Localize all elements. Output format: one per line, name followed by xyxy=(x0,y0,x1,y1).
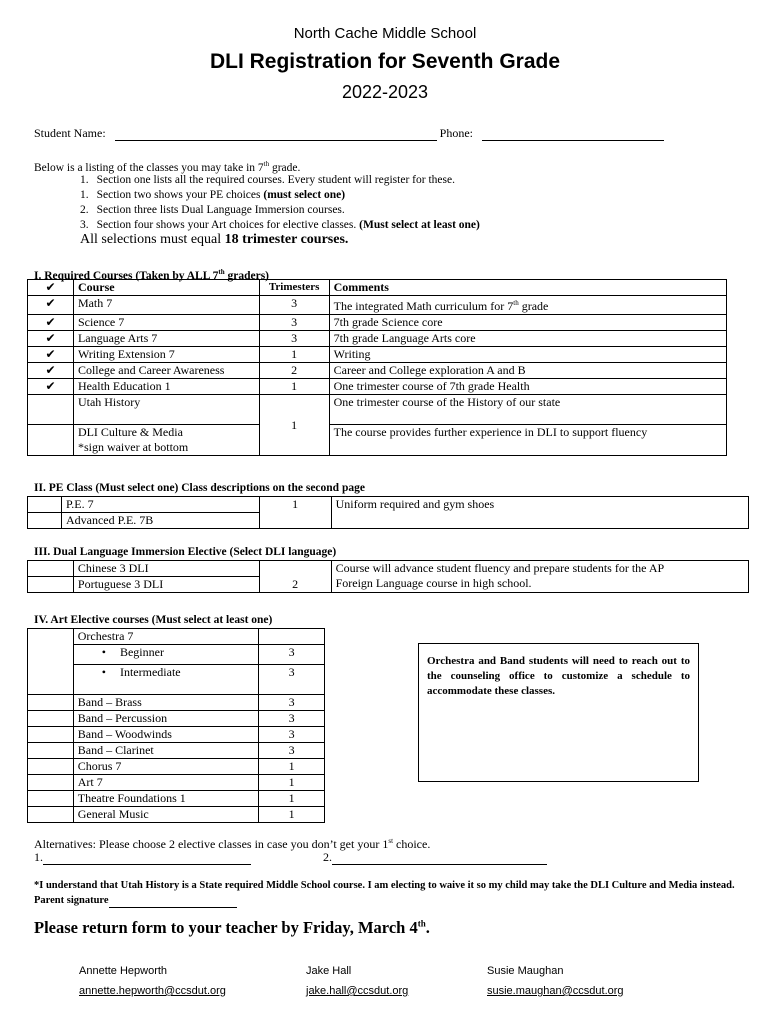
parent-signature-field[interactable] xyxy=(109,907,237,908)
intro-item: 3. Section four shows your Art choices for elective classes. (Must select at least one) xyxy=(80,219,480,231)
table-row: Art 7 1 xyxy=(28,775,325,791)
table-row: ✔ Writing Extension 7 1 Writing xyxy=(28,347,727,363)
contact-name: Susie Maughan xyxy=(487,965,564,977)
intro-item: 2. Section three lists Dual Language Immersion courses. xyxy=(80,204,345,216)
table-row: DLI Culture & Media *sign waiver at bottom The course provides further experience in DLI to support fluency xyxy=(28,425,727,456)
check-cell[interactable] xyxy=(28,759,74,775)
table-row: Band – Percussion 3 xyxy=(28,711,325,727)
table-row: Chinese 3 DLI 2 Course will advance student fluency and prepare students for the AP Foreign Language course in high school. xyxy=(28,561,749,577)
col-course: Course xyxy=(73,280,259,296)
table-row: Orchestra 7 xyxy=(28,629,325,645)
table-row: Band – Woodwinds 3 xyxy=(28,727,325,743)
art-table xyxy=(27,628,325,823)
check-cell[interactable] xyxy=(28,695,74,711)
check-icon: ✔ xyxy=(28,379,74,395)
table-row: General Music 1 xyxy=(28,807,325,823)
intro-item: 1. Section one lists all the required courses. Every student will register for these. xyxy=(80,174,455,186)
table-row: Band – Brass 3 xyxy=(28,695,325,711)
contact-email-link[interactable]: annette.hepworth@ccsdut.org xyxy=(79,985,226,997)
table-header-row xyxy=(28,280,727,296)
table-row: Advanced P.E. 7B xyxy=(28,513,749,529)
bullet-icon: • xyxy=(101,645,106,659)
waiver-text: *I understand that Utah History is a State required Middle School course. I am electing to waive it so my child may take the DLI Culture and Media instead. Parent signature xyxy=(34,880,735,906)
table-row: ✔ Language Arts 7 3 7th grade Language Arts core xyxy=(28,331,727,347)
check-icon: ✔ xyxy=(28,363,74,379)
contact-email-link[interactable]: jake.hall@ccsdut.org xyxy=(306,985,409,997)
table-row: ✔ College and Career Awareness 2 Career and College exploration A and B xyxy=(28,363,727,379)
bullet-icon: • xyxy=(101,665,106,679)
check-icon: ✔ xyxy=(28,331,74,347)
check-cell[interactable] xyxy=(28,629,74,695)
phone-label: Phone: xyxy=(439,126,473,140)
table-row: ✔ Science 7 3 7th grade Science core xyxy=(28,315,727,331)
page-title: DLI Registration for Seventh Grade xyxy=(209,50,561,73)
check-cell[interactable] xyxy=(28,577,74,593)
check-cell[interactable] xyxy=(28,561,74,577)
check-icon: ✔ xyxy=(28,280,74,296)
alternative-1-field[interactable] xyxy=(43,864,251,865)
section1-heading: I. Required Courses (Taken by ALL 7th graders) xyxy=(34,268,269,282)
check-cell[interactable] xyxy=(28,395,74,425)
check-cell[interactable] xyxy=(28,513,62,529)
total-requirement: All selections must equal 18 trimester courses. xyxy=(80,232,349,247)
student-name-label: Student Name: xyxy=(34,126,106,140)
check-cell[interactable] xyxy=(28,743,74,759)
school-year: 2022-2023 xyxy=(341,82,429,102)
section2-heading: II. PE Class (Must select one) Class descriptions on the second page xyxy=(34,482,365,494)
table-row: Theatre Foundations 1 1 xyxy=(28,791,325,807)
alternative-2: 2. xyxy=(323,850,547,865)
intro-item: 1. Section two shows your PE choices (must select one) xyxy=(80,189,346,201)
check-cell[interactable] xyxy=(28,711,74,727)
return-note: Please return form to your teacher by Friday, March 4th. xyxy=(34,918,430,937)
dli-table xyxy=(27,560,749,593)
phone-field[interactable] xyxy=(482,140,664,141)
check-cell[interactable] xyxy=(28,425,74,456)
table-row: • Intermediate 3 xyxy=(28,665,325,695)
contact-name: Jake Hall xyxy=(306,965,352,977)
check-cell[interactable] xyxy=(28,775,74,791)
check-cell[interactable] xyxy=(28,791,74,807)
table-row: P.E. 7 1 Uniform required and gym shoes xyxy=(28,497,749,513)
intro-text: Below is a listing of the classes you may take in 7th grade. xyxy=(34,160,301,174)
check-icon: ✔ xyxy=(28,296,74,315)
table-row: Chorus 7 1 xyxy=(28,759,325,775)
col-comments: Comments xyxy=(329,280,726,296)
required-courses-table xyxy=(27,279,727,456)
orchestra-band-note: Orchestra and Band students will need to reach out to the counseling office to customize a schedule to accommodate these classes. xyxy=(418,643,699,782)
check-cell[interactable] xyxy=(28,497,62,513)
student-name-field[interactable] xyxy=(115,140,437,141)
section4-heading: IV. Art Elective courses (Must select at least one) xyxy=(34,614,273,626)
school-name: North Cache Middle School xyxy=(293,25,477,42)
section3-heading: III. Dual Language Immersion Elective (Select DLI language) xyxy=(34,546,337,558)
alternative-1: 1. xyxy=(34,850,251,865)
pe-table xyxy=(27,496,749,529)
check-cell[interactable] xyxy=(28,807,74,823)
table-row: Utah History 1 One trimester course of the History of our state xyxy=(28,395,727,425)
check-cell[interactable] xyxy=(28,727,74,743)
contact-name: Annette Hepworth xyxy=(79,965,168,977)
col-trimesters: Trimesters xyxy=(259,280,329,296)
table-row: • Beginner 3 xyxy=(28,645,325,665)
table-row: ✔ Health Education 1 1 One trimester course of 7th grade Health xyxy=(28,379,727,395)
table-row: Portuguese 3 DLI xyxy=(28,577,749,593)
alternatives-text: Alternatives: Please choose 2 elective classes in case you don’t get your 1st choice. xyxy=(34,837,431,851)
table-row: Band – Clarinet 3 xyxy=(28,743,325,759)
check-icon: ✔ xyxy=(28,347,74,363)
student-info-line xyxy=(34,126,734,141)
alternative-2-field[interactable] xyxy=(332,864,547,865)
table-row: ✔ Math 7 3 The integrated Math curriculum for 7th grade xyxy=(28,296,727,315)
check-icon: ✔ xyxy=(28,315,74,331)
contact-email-link[interactable]: susie.maughan@ccsdut.org xyxy=(487,985,624,997)
